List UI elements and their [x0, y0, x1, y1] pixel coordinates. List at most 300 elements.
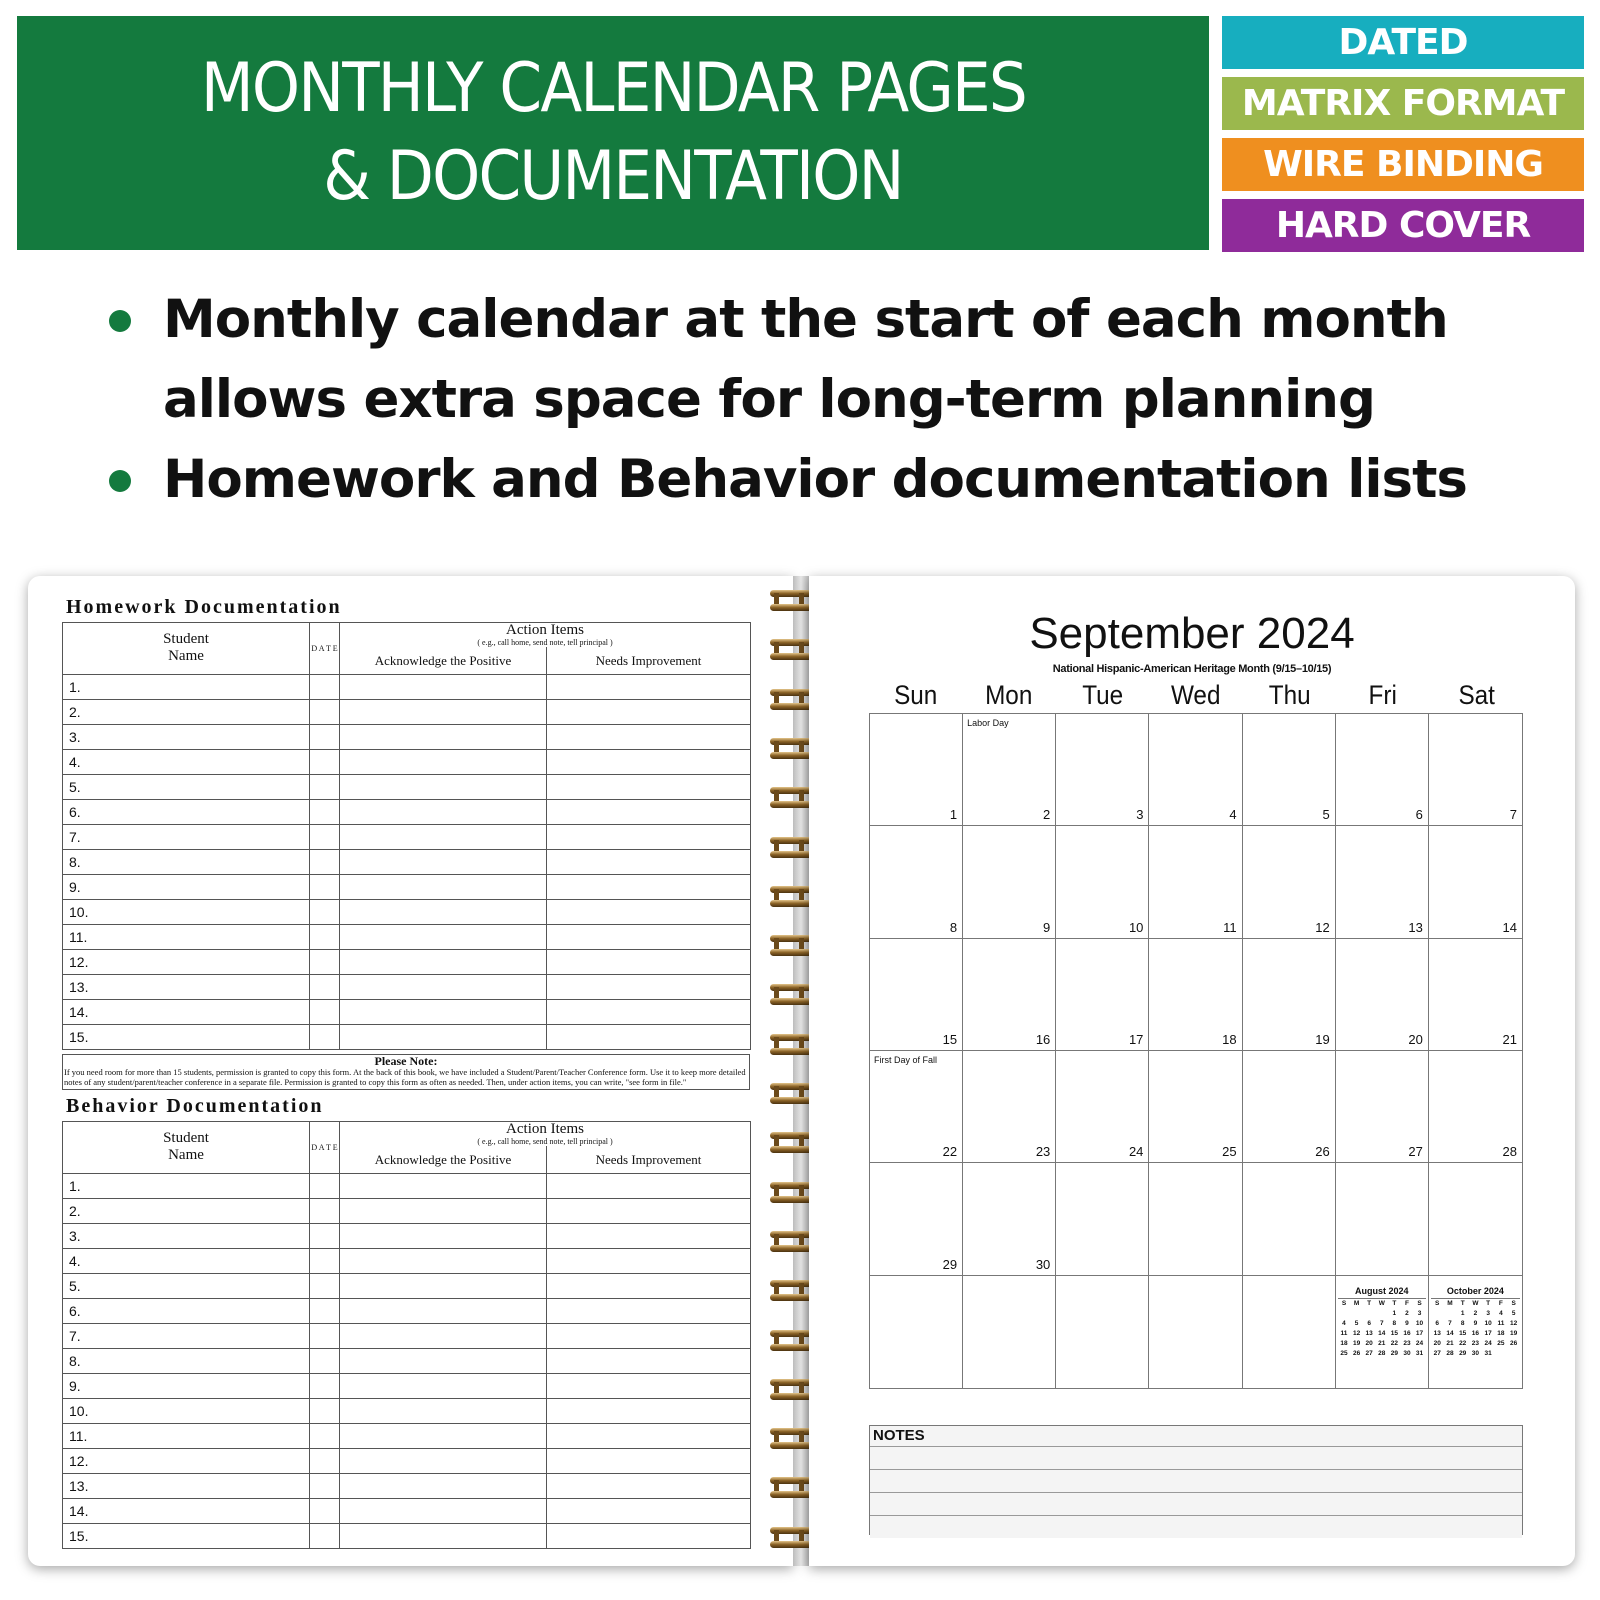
date-cell[interactable] [310, 949, 340, 974]
positive-cell[interactable] [340, 949, 547, 974]
positive-cell[interactable] [340, 874, 547, 899]
row-number[interactable]: 5. [63, 774, 310, 799]
mini-day: 5 [1511, 1309, 1516, 1317]
mini-day: 2 [1405, 1309, 1409, 1317]
row-number[interactable]: 8. [63, 849, 310, 874]
mini-day: 11 [1340, 1329, 1348, 1337]
date-header: D A T E [310, 1122, 340, 1174]
calendar-day-cell[interactable] [1056, 1163, 1149, 1275]
table-row [63, 1498, 751, 1523]
positive-cell[interactable] [340, 824, 547, 849]
date-cell[interactable] [310, 774, 340, 799]
positive-cell[interactable] [340, 1398, 547, 1423]
positive-cell[interactable] [340, 1198, 547, 1223]
date-cell[interactable] [310, 1173, 340, 1198]
day-number: 10 [1128, 919, 1144, 935]
improvement-cell[interactable] [547, 724, 751, 749]
day-number: 30 [1035, 1256, 1051, 1272]
date-cell[interactable] [310, 799, 340, 824]
calendar-day-cell[interactable] [1336, 1051, 1429, 1163]
calendar-day-cell[interactable] [1429, 939, 1522, 1051]
mini-day: 12 [1510, 1319, 1518, 1327]
row-number[interactable]: 3. [63, 1223, 310, 1248]
calendar-title: September 2024 [1029, 609, 1355, 658]
positive-cell[interactable] [340, 1473, 547, 1498]
day-number: 16 [1035, 1032, 1051, 1047]
improvement-cell[interactable] [547, 1323, 751, 1348]
day-number: 15 [942, 1032, 958, 1047]
positive-cell[interactable] [340, 974, 547, 999]
improvement-cell[interactable] [547, 774, 751, 799]
mini-calendar [1338, 1286, 1426, 1359]
row-number[interactable]: 11. [63, 924, 310, 949]
date-cell[interactable] [310, 974, 340, 999]
behavior-table [62, 1121, 751, 1549]
date-cell[interactable] [310, 1348, 340, 1373]
mini-dow: M [1447, 1299, 1453, 1307]
calendar-day-cell[interactable] [1336, 1276, 1429, 1388]
improvement-cell[interactable] [547, 1473, 751, 1498]
table-row [63, 1523, 751, 1548]
action-items-header: Action Items ( e.g., call home, send note, tell principal ) [340, 623, 751, 648]
mini-day [1363, 1309, 1376, 1319]
positive-cell[interactable] [340, 724, 547, 749]
calendar-day-cell[interactable] [1056, 714, 1149, 826]
positive-cell[interactable] [340, 1273, 547, 1298]
mini-day: 7 [1379, 1319, 1384, 1327]
mini-dow: W [1378, 1299, 1385, 1307]
calendar-day-cell[interactable] [1149, 1051, 1242, 1163]
positive-cell[interactable] [340, 1024, 547, 1049]
table-row [63, 974, 751, 999]
positive-cell[interactable] [340, 774, 547, 799]
mini-day: 21 [1446, 1339, 1454, 1347]
positive-cell[interactable] [340, 1523, 547, 1548]
positive-header: Acknowledge the Positive [340, 647, 547, 674]
day-number: 13 [1408, 919, 1423, 935]
calendar-day-cell[interactable] [1336, 826, 1429, 938]
mini-day: 16 [1471, 1329, 1480, 1337]
calendar-day-cell[interactable] [1243, 1051, 1336, 1163]
positive-cell[interactable] [340, 1173, 547, 1198]
mini-day: 28 [1378, 1349, 1386, 1357]
calendar-day-cell[interactable] [1243, 939, 1336, 1051]
date-cell[interactable] [310, 1473, 340, 1498]
table-row [63, 1223, 751, 1248]
behavior-title: Behavior Documentation [66, 1095, 324, 1117]
calendar-day-cell[interactable] [870, 1163, 963, 1275]
positive-cell[interactable] [340, 1323, 547, 1348]
table-row [63, 1348, 751, 1373]
tag-hard-cover: HARD COVER [1222, 199, 1584, 252]
calendar-day-cell[interactable] [870, 1051, 963, 1163]
improvement-cell[interactable] [547, 1423, 751, 1448]
bullet-dot-icon [109, 310, 131, 332]
calendar-day-cell[interactable] [963, 826, 1056, 938]
mini-day: 8 [1392, 1319, 1397, 1327]
notes-line [870, 1515, 1522, 1538]
mini-day: 18 [1497, 1329, 1505, 1337]
calendar-day-cell[interactable] [1429, 714, 1522, 826]
calendar-day-cell[interactable] [963, 939, 1056, 1051]
day-number: 27 [1408, 1144, 1423, 1160]
date-cell[interactable] [310, 1423, 340, 1448]
date-cell[interactable] [310, 999, 340, 1024]
improvement-cell[interactable] [547, 849, 751, 874]
improvement-cell[interactable] [547, 824, 751, 849]
days-of-week [869, 680, 1523, 711]
mini-day: 1 [1392, 1309, 1397, 1317]
calendar-day-cell[interactable] [1336, 714, 1429, 826]
mini-calendar [1431, 1286, 1520, 1359]
positive-cell[interactable] [340, 1223, 547, 1248]
mini-dow: S [1341, 1299, 1347, 1307]
improvement-cell[interactable] [547, 749, 751, 774]
calendar-day-cell[interactable] [1243, 826, 1336, 938]
table-row [63, 1448, 751, 1473]
table-row [63, 1248, 751, 1273]
row-number[interactable]: 2. [63, 699, 310, 724]
day-number: 4 [1229, 807, 1237, 823]
day-number: 9 [1043, 919, 1051, 935]
mini-day: 20 [1365, 1339, 1373, 1347]
calendar-day-cell[interactable] [870, 826, 963, 938]
row-number[interactable]: 9. [63, 874, 310, 899]
mini-day: 22 [1390, 1339, 1398, 1347]
positive-cell[interactable] [340, 1348, 547, 1373]
mini-day: 16 [1403, 1329, 1411, 1337]
student-name-header: Student Name [63, 623, 310, 675]
mini-dow: T [1460, 1299, 1465, 1307]
mini-day: 4 [1342, 1319, 1346, 1327]
calendar-grid [869, 713, 1523, 1389]
tag-dated: DATED [1222, 16, 1584, 69]
improvement-cell[interactable] [547, 1298, 751, 1323]
improvement-cell[interactable] [547, 899, 751, 924]
day-of-week-label: Mon [985, 680, 1033, 710]
mini-day: 8 [1460, 1319, 1465, 1327]
mini-day: 30 [1471, 1349, 1480, 1357]
improvement-cell[interactable] [547, 1024, 751, 1049]
calendar-day-cell[interactable] [1429, 1051, 1522, 1163]
date-cell[interactable] [310, 874, 340, 899]
mini-dow: T [1392, 1299, 1397, 1307]
calendar-day-cell[interactable] [1243, 1163, 1336, 1275]
day-number: 22 [942, 1144, 958, 1160]
row-number[interactable]: 12. [63, 1448, 310, 1473]
table-row [63, 874, 751, 899]
positive-cell[interactable] [340, 1423, 547, 1448]
mini-day: 4 [1499, 1309, 1503, 1317]
day-event: Labor Day [967, 718, 1009, 728]
improvement-cell[interactable] [547, 949, 751, 974]
improvement-cell[interactable] [547, 1273, 751, 1298]
mini-day: 15 [1459, 1329, 1467, 1337]
date-cell[interactable] [310, 924, 340, 949]
date-cell[interactable] [310, 1298, 340, 1323]
mini-dow: S [1417, 1299, 1422, 1307]
day-of-week-label: Fri [1368, 680, 1397, 710]
homework-table [62, 622, 751, 1050]
row-number[interactable]: 9. [63, 1373, 310, 1398]
table-row [63, 1323, 751, 1348]
day-number: 3 [1136, 807, 1144, 823]
row-number[interactable]: 11. [63, 1423, 310, 1448]
date-cell[interactable] [310, 1498, 340, 1523]
day-of-week-label: Thu [1268, 680, 1311, 710]
mini-dow: W [1472, 1299, 1479, 1307]
mini-day: 24 [1415, 1339, 1424, 1347]
table-row [63, 699, 751, 724]
date-header: D A T E [310, 623, 340, 675]
note-text: If you need room for more than 15 students, permission is granted to copy this form. At the back of this book, we have included a Student/Parent/Teacher Conference form. Use it to keep more detailed notes of any student/parent/teacher conference in a separate file. Permission is granted to copy this form as often as needed. Then, under action items, you can write, "see form in file." [64, 1067, 746, 1087]
bullet-dot-icon [109, 470, 131, 492]
row-number[interactable]: 6. [63, 1298, 310, 1323]
calendar-day-cell[interactable] [1149, 1276, 1242, 1388]
day-number: 23 [1035, 1144, 1051, 1160]
notes-line [870, 1469, 1522, 1492]
mini-day: 11 [1497, 1319, 1505, 1327]
mini-day: 9 [1473, 1319, 1478, 1327]
calendar-day-cell[interactable] [870, 939, 963, 1051]
mini-day [1431, 1309, 1444, 1319]
mini-day: 10 [1415, 1319, 1424, 1327]
date-cell[interactable] [310, 1223, 340, 1248]
calendar-day-cell[interactable] [870, 714, 963, 826]
row-number[interactable]: 4. [63, 749, 310, 774]
improvement-cell[interactable] [547, 924, 751, 949]
improvement-cell[interactable] [547, 1348, 751, 1373]
row-number[interactable]: 7. [63, 1323, 310, 1348]
day-number: 17 [1128, 1032, 1144, 1047]
tag-wire-binding: WIRE BINDING [1222, 138, 1584, 191]
positive-cell[interactable] [340, 899, 547, 924]
row-number[interactable]: 13. [63, 974, 310, 999]
calendar-day-cell[interactable] [1243, 714, 1336, 826]
day-number: 28 [1502, 1144, 1517, 1160]
calendar-day-cell[interactable] [1056, 939, 1149, 1051]
row-number[interactable]: 10. [63, 899, 310, 924]
improvement-cell[interactable] [547, 1498, 751, 1523]
improvement-cell[interactable] [547, 1398, 751, 1423]
date-cell[interactable] [310, 749, 340, 774]
date-cell[interactable] [310, 1448, 340, 1473]
improvement-cell[interactable] [547, 1198, 751, 1223]
table-row [63, 924, 751, 949]
calendar-day-cell[interactable] [963, 1163, 1056, 1275]
banner-title-line2: & DOCUMENTATION [323, 137, 903, 216]
banner-title-line1: MONTHLY CALENDAR PAGES [200, 49, 1026, 128]
row-number[interactable]: 14. [63, 999, 310, 1024]
table-row [63, 1298, 751, 1323]
positive-cell[interactable] [340, 924, 547, 949]
mini-day: 19 [1352, 1339, 1361, 1347]
mini-day: 21 [1378, 1339, 1386, 1347]
date-cell[interactable] [310, 699, 340, 724]
table-row [63, 749, 751, 774]
date-cell[interactable] [310, 1373, 340, 1398]
row-number[interactable]: 8. [63, 1348, 310, 1373]
row-number[interactable]: 13. [63, 1473, 310, 1498]
row-number[interactable]: 1. [63, 674, 310, 699]
positive-cell[interactable] [340, 749, 547, 774]
mini-day: 17 [1484, 1329, 1492, 1337]
mini-day [1350, 1309, 1363, 1319]
day-number: 2 [1043, 807, 1051, 823]
row-number[interactable]: 10. [63, 1398, 310, 1423]
improvement-cell[interactable] [547, 1173, 751, 1198]
day-number: 20 [1408, 1032, 1423, 1047]
left-page [28, 576, 793, 1566]
date-cell[interactable] [310, 1198, 340, 1223]
positive-cell[interactable] [340, 674, 547, 699]
day-number: 7 [1509, 807, 1517, 823]
calendar-day-cell[interactable] [1149, 939, 1242, 1051]
row-number[interactable]: 15. [63, 1024, 310, 1049]
action-items-header: Action Items ( e.g., call home, send note, tell principal ) [340, 1122, 751, 1147]
calendar-day-cell[interactable] [1056, 1276, 1149, 1388]
improvement-cell[interactable] [547, 1448, 751, 1473]
date-cell[interactable] [310, 1398, 340, 1423]
positive-cell[interactable] [340, 1448, 547, 1473]
mini-day: 3 [1486, 1309, 1490, 1317]
tag-matrix-format: MATRIX FORMAT [1222, 77, 1584, 130]
calendar-day-cell[interactable] [1056, 826, 1149, 938]
calendar-day-cell[interactable] [1149, 714, 1242, 826]
row-number[interactable]: 15. [63, 1523, 310, 1548]
calendar-day-cell[interactable] [963, 714, 1056, 826]
mini-day: 30 [1403, 1349, 1411, 1357]
mini-day: 25 [1497, 1339, 1505, 1347]
row-number[interactable]: 14. [63, 1498, 310, 1523]
mini-day: 27 [1365, 1349, 1373, 1357]
row-number[interactable]: 2. [63, 1198, 310, 1223]
calendar-day-cell[interactable] [1429, 826, 1522, 938]
mini-day: 26 [1510, 1339, 1518, 1347]
date-cell[interactable] [310, 1523, 340, 1548]
mini-day: 22 [1459, 1339, 1467, 1347]
positive-cell[interactable] [340, 1373, 547, 1398]
row-number[interactable]: 5. [63, 1273, 310, 1298]
mini-day: 31 [1484, 1349, 1492, 1357]
improvement-cell[interactable] [547, 874, 751, 899]
calendar-day-cell[interactable] [1429, 1276, 1522, 1388]
positive-cell[interactable] [340, 999, 547, 1024]
row-number[interactable]: 4. [63, 1248, 310, 1273]
date-cell[interactable] [310, 674, 340, 699]
mini-day: 24 [1484, 1339, 1492, 1347]
mini-day: 31 [1415, 1349, 1424, 1357]
date-cell[interactable] [310, 1323, 340, 1348]
row-number[interactable]: 6. [63, 799, 310, 824]
positive-cell[interactable] [340, 699, 547, 724]
row-number[interactable]: 7. [63, 824, 310, 849]
table-row [63, 849, 751, 874]
day-number: 11 [1223, 919, 1237, 935]
student-name-header: Student Name [63, 1122, 310, 1174]
improvement-cell[interactable] [547, 1248, 751, 1273]
table-row [63, 774, 751, 799]
mini-day: 2 [1473, 1309, 1478, 1317]
positive-cell[interactable] [340, 1298, 547, 1323]
date-cell[interactable] [310, 1248, 340, 1273]
improvement-cell[interactable] [547, 1223, 751, 1248]
calendar-day-cell[interactable] [963, 1276, 1056, 1388]
binding-gutter [793, 576, 809, 1566]
day-number: 29 [942, 1256, 958, 1272]
day-number: 21 [1502, 1032, 1517, 1047]
improvement-cell[interactable] [547, 1523, 751, 1548]
mini-day [1444, 1309, 1457, 1319]
date-cell[interactable] [310, 1273, 340, 1298]
improvement-cell[interactable] [547, 1373, 751, 1398]
date-cell[interactable] [310, 824, 340, 849]
day-number: 24 [1128, 1144, 1144, 1160]
mini-dow: F [1498, 1299, 1503, 1307]
date-cell[interactable] [310, 849, 340, 874]
notes-label: NOTES [870, 1426, 1522, 1446]
positive-cell[interactable] [340, 1248, 547, 1273]
improvement-cell[interactable] [547, 674, 751, 699]
row-number[interactable]: 12. [63, 949, 310, 974]
mini-day: 23 [1471, 1339, 1480, 1347]
calendar-day-cell[interactable] [1149, 1163, 1242, 1275]
table-row [63, 1373, 751, 1398]
mini-dow: S [1511, 1299, 1516, 1307]
calendar-day-cell[interactable] [1149, 826, 1242, 938]
calendar-day-cell[interactable] [1056, 1051, 1149, 1163]
calendar-day-cell[interactable] [963, 1051, 1056, 1163]
day-of-week-label: Tue [1082, 680, 1124, 710]
mini-day: 13 [1365, 1329, 1373, 1337]
notes-area [869, 1425, 1523, 1535]
table-row [63, 1423, 751, 1448]
improvement-header: Needs Improvement [547, 1146, 751, 1173]
mini-day: 19 [1510, 1329, 1518, 1337]
improvement-cell[interactable] [547, 999, 751, 1024]
table-row [63, 1273, 751, 1298]
calendar-day-cell[interactable] [1336, 1163, 1429, 1275]
mini-day [1338, 1309, 1351, 1319]
positive-header: Acknowledge the Positive [340, 1146, 547, 1173]
mini-day: 28 [1446, 1349, 1454, 1357]
table-row [63, 1173, 751, 1198]
date-cell[interactable] [310, 724, 340, 749]
day-number: 18 [1222, 1032, 1237, 1047]
bullet-item [105, 440, 1585, 520]
positive-cell[interactable] [340, 1498, 547, 1523]
date-cell[interactable] [310, 1024, 340, 1049]
positive-cell[interactable] [340, 849, 547, 874]
improvement-cell[interactable] [547, 699, 751, 724]
calendar-day-cell[interactable] [1243, 1276, 1336, 1388]
calendar-day-cell[interactable] [870, 1276, 963, 1388]
calendar-day-cell[interactable] [1429, 1163, 1522, 1275]
mini-calendar-title: August 2024 [1355, 1285, 1409, 1296]
calendar-day-cell[interactable] [1336, 939, 1429, 1051]
positive-cell[interactable] [340, 799, 547, 824]
day-number: 6 [1415, 807, 1423, 823]
day-number: 1 [949, 807, 958, 823]
improvement-cell[interactable] [547, 799, 751, 824]
note-title: Please Note: [374, 1054, 438, 1068]
bullet-text: Homework and Behavior documentation lists [163, 449, 1467, 510]
row-number[interactable]: 1. [63, 1173, 310, 1198]
day-number: 8 [949, 919, 958, 935]
row-number[interactable]: 3. [63, 724, 310, 749]
improvement-cell[interactable] [547, 974, 751, 999]
date-cell[interactable] [310, 899, 340, 924]
